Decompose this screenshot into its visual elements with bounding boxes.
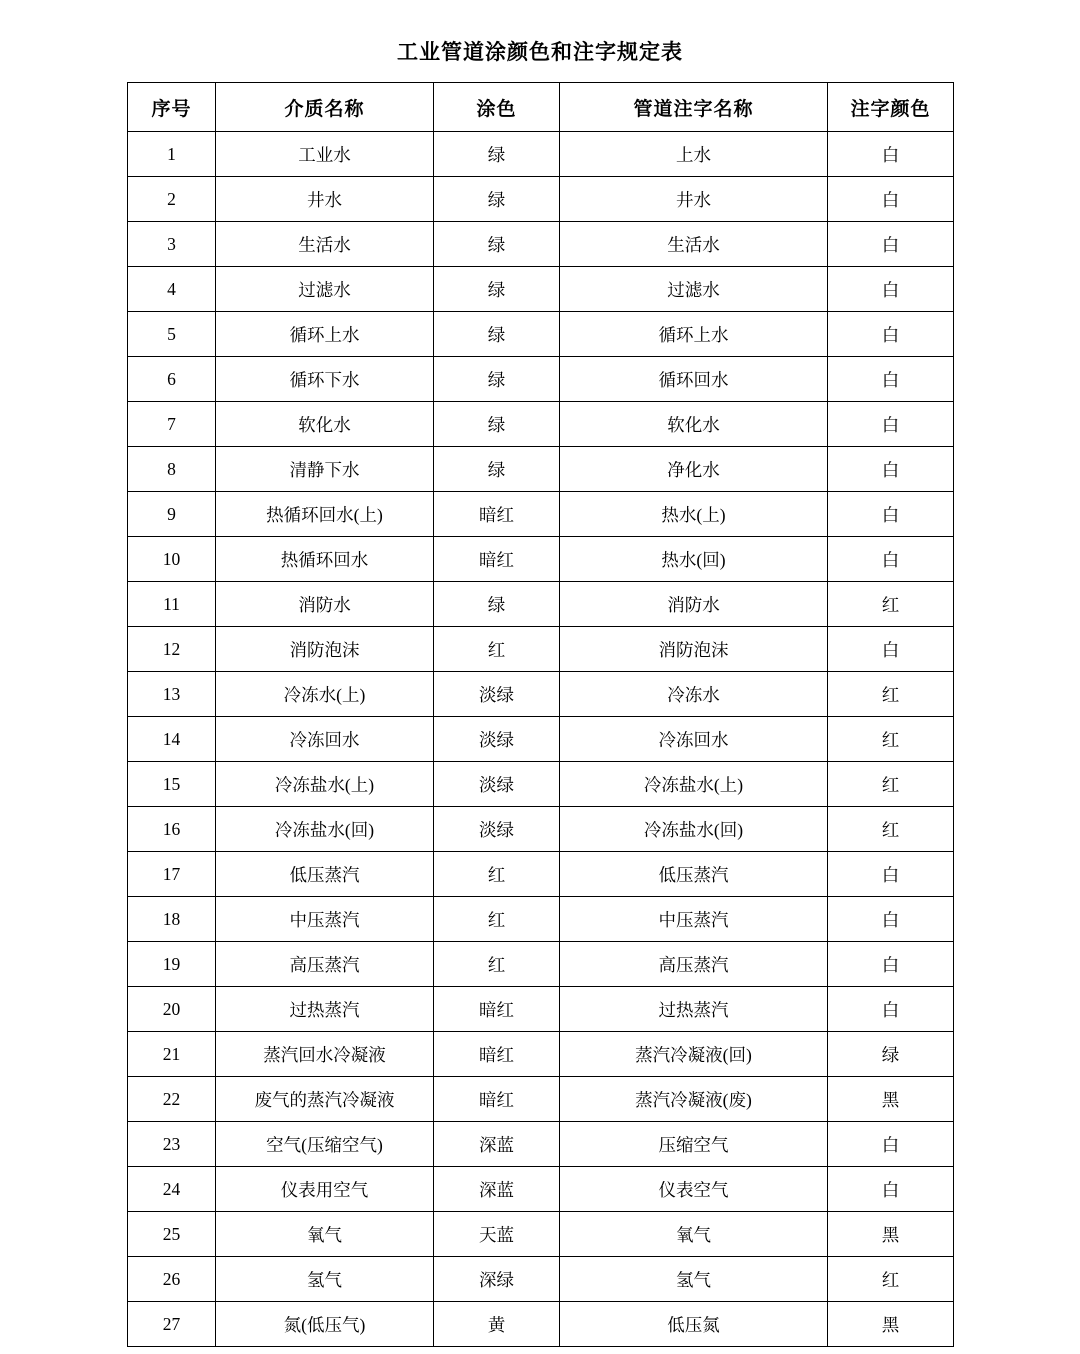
cell-paint-color: 红 [434,942,560,987]
cell-medium-name: 循环上水 [216,312,434,357]
cell-index: 16 [128,807,216,852]
column-header-index: 序号 [128,83,216,132]
cell-medium-name: 蒸汽回水冷凝液 [216,1032,434,1077]
cell-pipe-label-name: 冷冻盐水(回) [560,807,828,852]
table-row [128,987,954,1032]
table-row [128,447,954,492]
cell-index: 1 [128,132,216,177]
column-header-paint-color: 涂色 [434,83,560,132]
table-row [128,897,954,942]
cell-medium-name: 过热蒸汽 [216,987,434,1032]
cell-index: 14 [128,717,216,762]
table-header-row [128,83,954,132]
cell-label-color: 黑 [828,1212,954,1257]
cell-medium-name: 中压蒸汽 [216,897,434,942]
table-row [128,402,954,447]
cell-label-color: 白 [828,852,954,897]
cell-index: 4 [128,267,216,312]
cell-paint-color: 绿 [434,402,560,447]
cell-label-color: 白 [828,987,954,1032]
cell-paint-color: 绿 [434,582,560,627]
cell-label-color: 红 [828,717,954,762]
cell-paint-color: 绿 [434,312,560,357]
cell-paint-color: 深绿 [434,1257,560,1302]
cell-medium-name: 冷冻水(上) [216,672,434,717]
cell-paint-color: 绿 [434,132,560,177]
cell-pipe-label-name: 冷冻水 [560,672,828,717]
cell-medium-name: 冷冻盐水(回) [216,807,434,852]
cell-medium-name: 清静下水 [216,447,434,492]
cell-paint-color: 绿 [434,267,560,312]
cell-index: 27 [128,1302,216,1347]
cell-index: 18 [128,897,216,942]
cell-pipe-label-name: 循环回水 [560,357,828,402]
cell-index: 11 [128,582,216,627]
table-row [128,177,954,222]
column-header-pipe-label-name: 管道注字名称 [560,83,828,132]
cell-label-color: 白 [828,312,954,357]
cell-paint-color: 绿 [434,177,560,222]
cell-label-color: 白 [828,177,954,222]
cell-label-color: 红 [828,762,954,807]
table-row [128,1077,954,1122]
cell-pipe-label-name: 氢气 [560,1257,828,1302]
page-title: 工业管道涂颜色和注字规定表 [397,40,683,64]
cell-pipe-label-name: 井水 [560,177,828,222]
cell-label-color: 白 [828,447,954,492]
cell-medium-name: 冷冻盐水(上) [216,762,434,807]
cell-pipe-label-name: 过滤水 [560,267,828,312]
cell-pipe-label-name: 蒸汽冷凝液(回) [560,1032,828,1077]
cell-medium-name: 消防泡沫 [216,627,434,672]
table-row [128,267,954,312]
cell-label-color: 白 [828,492,954,537]
cell-paint-color: 暗红 [434,537,560,582]
table-row [128,1032,954,1077]
cell-label-color: 白 [828,267,954,312]
table-container [127,82,953,1347]
table-row [128,492,954,537]
cell-pipe-label-name: 软化水 [560,402,828,447]
cell-index: 5 [128,312,216,357]
cell-index: 21 [128,1032,216,1077]
cell-label-color: 白 [828,537,954,582]
table-row [128,132,954,177]
cell-paint-color: 红 [434,852,560,897]
cell-paint-color: 淡绿 [434,717,560,762]
cell-paint-color: 红 [434,627,560,672]
cell-paint-color: 淡绿 [434,807,560,852]
cell-medium-name: 过滤水 [216,267,434,312]
cell-index: 15 [128,762,216,807]
cell-medium-name: 高压蒸汽 [216,942,434,987]
cell-paint-color: 深蓝 [434,1167,560,1212]
table-row [128,942,954,987]
cell-paint-color: 暗红 [434,987,560,1032]
cell-pipe-label-name: 上水 [560,132,828,177]
column-header-label-color: 注字颜色 [828,83,954,132]
cell-paint-color: 绿 [434,357,560,402]
cell-index: 2 [128,177,216,222]
cell-paint-color: 红 [434,897,560,942]
column-header-medium-name: 介质名称 [216,83,434,132]
cell-pipe-label-name: 氧气 [560,1212,828,1257]
cell-label-color: 白 [828,1167,954,1212]
cell-pipe-label-name: 蒸汽冷凝液(废) [560,1077,828,1122]
cell-label-color: 白 [828,402,954,447]
cell-index: 23 [128,1122,216,1167]
table-row [128,1122,954,1167]
cell-pipe-label-name: 净化水 [560,447,828,492]
cell-index: 8 [128,447,216,492]
table-row [128,1302,954,1347]
cell-label-color: 红 [828,807,954,852]
cell-paint-color: 黄 [434,1302,560,1347]
cell-medium-name: 冷冻回水 [216,717,434,762]
cell-medium-name: 软化水 [216,402,434,447]
cell-medium-name: 废气的蒸汽冷凝液 [216,1077,434,1122]
cell-medium-name: 热循环回水(上) [216,492,434,537]
cell-paint-color: 绿 [434,447,560,492]
cell-paint-color: 淡绿 [434,762,560,807]
cell-paint-color: 暗红 [434,1032,560,1077]
cell-pipe-label-name: 仪表空气 [560,1167,828,1212]
table-row [128,717,954,762]
cell-index: 3 [128,222,216,267]
cell-pipe-label-name: 消防泡沫 [560,627,828,672]
table-row [128,672,954,717]
cell-label-color: 白 [828,1122,954,1167]
cell-label-color: 绿 [828,1032,954,1077]
table-row [128,807,954,852]
cell-label-color: 白 [828,942,954,987]
table-row [128,762,954,807]
cell-index: 25 [128,1212,216,1257]
cell-medium-name: 生活水 [216,222,434,267]
cell-index: 20 [128,987,216,1032]
table-row [128,1257,954,1302]
cell-pipe-label-name: 低压蒸汽 [560,852,828,897]
cell-label-color: 白 [828,897,954,942]
cell-medium-name: 氮(低压气) [216,1302,434,1347]
cell-label-color: 红 [828,582,954,627]
cell-pipe-label-name: 低压氮 [560,1302,828,1347]
cell-index: 7 [128,402,216,447]
table-row [128,1167,954,1212]
cell-medium-name: 消防水 [216,582,434,627]
cell-index: 19 [128,942,216,987]
table-row [128,627,954,672]
cell-paint-color: 暗红 [434,1077,560,1122]
table-row [128,582,954,627]
cell-pipe-label-name: 冷冻盐水(上) [560,762,828,807]
table-row [128,312,954,357]
cell-pipe-label-name: 高压蒸汽 [560,942,828,987]
cell-medium-name: 仪表用空气 [216,1167,434,1212]
cell-paint-color: 暗红 [434,492,560,537]
cell-paint-color: 绿 [434,222,560,267]
cell-label-color: 白 [828,132,954,177]
cell-medium-name: 工业水 [216,132,434,177]
cell-label-color: 白 [828,627,954,672]
cell-pipe-label-name: 消防水 [560,582,828,627]
cell-index: 17 [128,852,216,897]
cell-pipe-label-name: 中压蒸汽 [560,897,828,942]
cell-medium-name: 井水 [216,177,434,222]
cell-pipe-label-name: 生活水 [560,222,828,267]
table-row [128,1212,954,1257]
cell-pipe-label-name: 循环上水 [560,312,828,357]
cell-label-color: 白 [828,222,954,267]
pipe-color-specification-table [127,82,954,1347]
cell-index: 9 [128,492,216,537]
cell-label-color: 黑 [828,1302,954,1347]
cell-label-color: 红 [828,1257,954,1302]
cell-medium-name: 热循环回水 [216,537,434,582]
cell-paint-color: 深蓝 [434,1122,560,1167]
cell-medium-name: 空气(压缩空气) [216,1122,434,1167]
cell-index: 6 [128,357,216,402]
cell-index: 24 [128,1167,216,1212]
cell-index: 10 [128,537,216,582]
table-row [128,357,954,402]
cell-label-color: 白 [828,357,954,402]
table-row [128,222,954,267]
cell-index: 22 [128,1077,216,1122]
cell-pipe-label-name: 热水(上) [560,492,828,537]
cell-medium-name: 循环下水 [216,357,434,402]
cell-pipe-label-name: 压缩空气 [560,1122,828,1167]
cell-label-color: 红 [828,672,954,717]
cell-medium-name: 低压蒸汽 [216,852,434,897]
cell-index: 12 [128,627,216,672]
table-body [128,132,954,1347]
table-row [128,852,954,897]
cell-index: 26 [128,1257,216,1302]
cell-pipe-label-name: 热水(回) [560,537,828,582]
cell-paint-color: 淡绿 [434,672,560,717]
cell-pipe-label-name: 过热蒸汽 [560,987,828,1032]
cell-medium-name: 氧气 [216,1212,434,1257]
cell-medium-name: 氢气 [216,1257,434,1302]
cell-paint-color: 天蓝 [434,1212,560,1257]
cell-index: 13 [128,672,216,717]
cell-pipe-label-name: 冷冻回水 [560,717,828,762]
table-row [128,537,954,582]
cell-label-color: 黑 [828,1077,954,1122]
